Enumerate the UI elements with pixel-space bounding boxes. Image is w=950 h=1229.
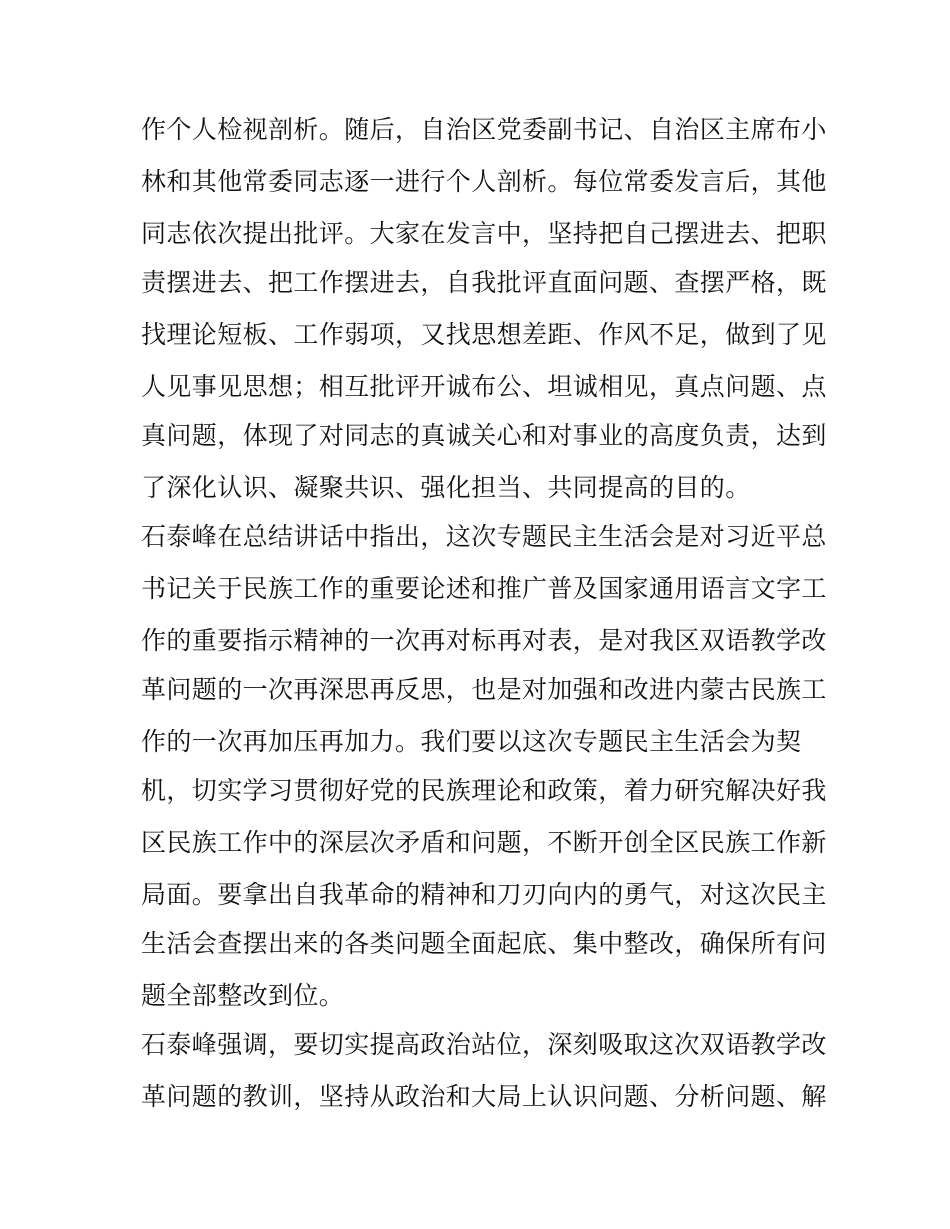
text-line: 局面。要拿出自我革命的精神和刀刃向内的勇气，对这次民主	[141, 880, 827, 909]
text-line: 区民族工作中的深层次矛盾和问题，不断开创全区民族工作新	[141, 828, 827, 857]
text-line: 作的一次再加压再加力。我们要以这次专题民主生活会为契	[141, 727, 802, 756]
text-line: 同志依次提出批评。大家在发言中，坚持把自己摆进去、把职	[141, 219, 827, 248]
text-line: 责摆进去、把工作摆进去，自我批评直面问题、查摆严格，既	[141, 268, 827, 297]
text-line: 石泰峰在总结讲话中指出，这次专题民主生活会是对习近平总	[141, 522, 827, 551]
text-line: 林和其他常委同志逐一进行个人剖析。每位常委发言后，其他	[141, 167, 827, 196]
text-line: 题全部整改到位。	[141, 981, 345, 1010]
text-line: 找理论短板、工作弱项，又找思想差距、作风不足，做到了见	[141, 320, 827, 349]
text-line: 了深化认识、凝聚共识、强化担当、共同提高的目的。	[141, 473, 751, 502]
text-line: 作个人检视剖析。随后，自治区党委副书记、自治区主席布小	[141, 115, 827, 144]
text-line: 人见事见思想；相互批评开诚布公、坦诚相见，真点问题、点	[141, 372, 827, 401]
text-line: 书记关于民族工作的重要论述和推广普及国家通用语言文字工	[141, 574, 827, 603]
text-line: 石泰峰强调，要切实提高政治站位，深刻吸取这次双语教学改	[141, 1030, 827, 1059]
text-line: 革问题的教训，坚持从政治和大局上认识问题、分析问题、解	[141, 1082, 827, 1111]
text-line: 机，切实学习贯彻好党的民族理论和政策，着力研究解决好我	[141, 776, 827, 805]
text-line: 革问题的一次再深思再反思，也是对加强和改进内蒙古民族工	[141, 675, 827, 704]
text-line: 作的重要指示精神的一次再对标再对表，是对我区双语教学改	[141, 626, 827, 655]
text-line: 真问题，体现了对同志的真诚关心和对事业的高度负责，达到	[141, 421, 827, 450]
text-line: 生活会查摆出来的各类问题全面起底、集中整改，确保所有问	[141, 929, 827, 958]
